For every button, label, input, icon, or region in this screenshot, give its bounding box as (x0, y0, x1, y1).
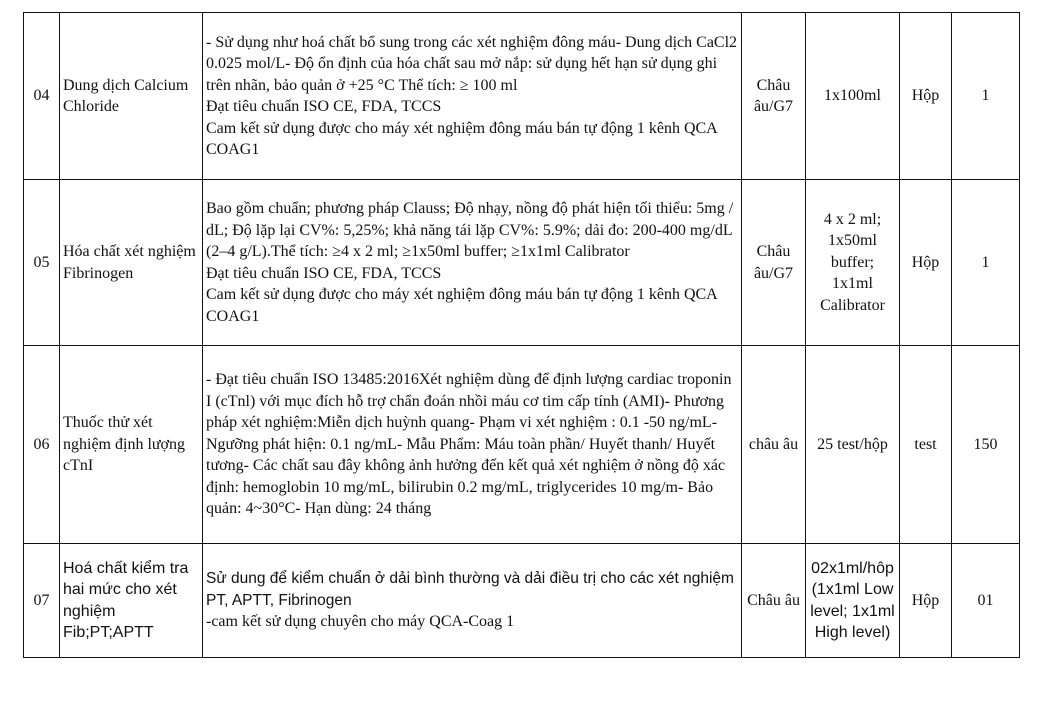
product-name: Dung dịch Calcium Chloride (60, 13, 203, 180)
product-quantity: 150 (952, 346, 1020, 544)
product-quantity: 1 (952, 180, 1020, 346)
spec-line: Sử dung để kiểm chuẩn ở dải bình thường và dải điều trị cho các xét nghiệm PT, APTT, Fibrinogen (206, 570, 734, 609)
product-packing: 02x1ml/hôp (1x1ml Low level; 1x1ml High level) (806, 544, 900, 658)
product-origin: Châu âu/G7 (742, 13, 806, 180)
product-packing: 1x100ml (806, 13, 900, 180)
row-number: 07 (24, 544, 60, 658)
product-origin: Châu âu/G7 (742, 180, 806, 346)
spec-line: Cam kết sử dụng được cho máy xét nghiệm đông máu bán tự động 1 kênh QCA COAG1 (206, 286, 717, 325)
spec-line: - Sử dụng như hoá chất bổ sung trong các xét nghiệm đông máu- Dung dịch CaCl2 0.025 mol/L- Độ ổn định của hóa chất sau mở nắp: sử dụng hết hạn sử dụng ghi trên nhãn, bảo quản ở +25 °C Thể tích: ≥ 100 ml (206, 33, 738, 94)
spec-line: Cam kết sử dụng được cho máy xét nghiệm đông máu bán tự động 1 kênh QCA COAG1 (206, 119, 717, 158)
product-packing: 4 x 2 ml; 1x50ml buffer; 1x1ml Calibrator (806, 180, 900, 346)
product-quantity: 1 (952, 13, 1020, 180)
product-name: Hóa chất xét nghiệm Fibrinogen (60, 180, 203, 346)
table-row (24, 180, 1020, 346)
spec-line: Đạt tiêu chuẩn ISO CE, FDA, TCCS (206, 264, 442, 282)
document-page (23, 12, 1019, 658)
product-spec (203, 544, 742, 658)
row-number: 05 (24, 180, 60, 346)
product-spec (203, 346, 742, 544)
row-number: 06 (24, 346, 60, 544)
spec-line: Đạt tiêu chuẩn ISO CE, FDA, TCCS (206, 98, 442, 115)
product-unit: Hộp (900, 13, 952, 180)
product-name: Thuốc thử xét nghiệm định lượng cTnI (60, 346, 203, 544)
row-number: 04 (24, 13, 60, 180)
product-spec-table (23, 12, 1020, 658)
product-origin: châu âu (742, 346, 806, 544)
product-quantity: 01 (952, 544, 1020, 658)
product-name: Hoá chất kiểm tra hai mức cho xét nghiệm Fib;PT;APTT (60, 544, 203, 658)
product-unit: Hộp (900, 180, 952, 346)
spec-line: - Đạt tiêu chuẩn ISO 13485:2016Xét nghiệm dùng để định lượng cardiac troponin I (cTnl) với mục đích hỗ trợ chẩn đoán nhồi máu cơ tim cấp tính (AMI)- Phương pháp xét nghiệm:Miễn dịch huỳnh quang- Phạm vi xét nghiệm : 0.1 -50 ng/mL- Ngưỡng phát hiện: 0.1 ng/mL- Mẫu Phẩm: Máu toàn phần/ Huyết thanh/ Huyết tương- Các chất sau đây không ảnh hưởng đến kết quả xét nghiệm ở nồng độ xác định: hemoglobin 10 mg/mL, bilirubin 0.2 mg/mL, triglycerides 10 mg/m- Bảo quản: 4~30°C- Hạn dùng: 24 tháng (206, 371, 732, 518)
table-row (24, 346, 1020, 544)
product-spec (203, 13, 742, 180)
table-row (24, 13, 1020, 180)
product-unit: Hộp (900, 544, 952, 658)
spec-line: -cam kết sử dụng chuyên cho máy QCA-Coag 1 (206, 613, 515, 631)
product-unit: test (900, 346, 952, 544)
product-origin: Châu âu (742, 544, 806, 658)
product-packing: 25 test/hộp (806, 346, 900, 544)
product-spec (203, 180, 742, 346)
spec-line: Bao gồm chuẩn; phương pháp Clauss; Độ nhạy, nồng độ phát hiện tối thiểu: 5mg / dL; Độ lặp lại CV%: 5,25%; khả năng tái lặp CV%: 5.9%; dải đo: 200-400 mg/dL (2–4 g/L).Thể tích: ≥4 x 2 ml; ≥1x50ml buffer; ≥1x1ml Calibrator (206, 200, 734, 260)
table-row (24, 544, 1020, 658)
